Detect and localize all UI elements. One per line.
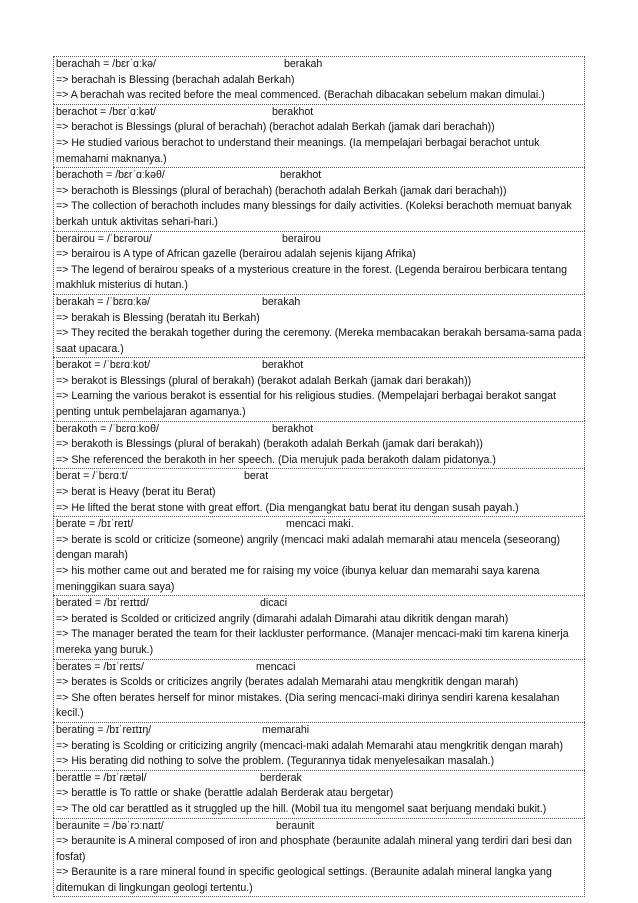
- definition-line: => berates is Scolds or criticizes angrily (berates adalah Memarahi atau mengkritik dengan marah): [56, 676, 519, 689]
- entry-berat: [53, 468, 585, 516]
- headword: berairou = /ˈbɛrərou/: [56, 232, 152, 245]
- translation: berairou: [282, 232, 321, 245]
- translation: berderak: [260, 771, 302, 784]
- headword: berate = /bɪˈreɪt/: [56, 518, 134, 531]
- definition-line: => berairou is A type of African gazelle (berairou adalah sejenis kijang Afrika): [56, 248, 416, 261]
- headword: berakoth = /ˈbɛrɑːkoθ/: [56, 422, 159, 435]
- entry-berattle: [53, 770, 585, 818]
- example-line: => The old car berattled as it struggled up the hill. (Mobil tua itu mengomel saat berjuang mendaki bukit.): [56, 802, 547, 815]
- translation: dicaci: [260, 597, 288, 610]
- translation: berat: [244, 470, 269, 483]
- example-line: => Beraunite is a rare mineral found in specific geological settings. (Beraunite adalah mineral langka yang ditemukan di lingkungan geologi tertentu.): [56, 866, 552, 894]
- definition-line: => berattle is To rattle or shake (berattle adalah Berderak atau bergetar): [56, 787, 394, 800]
- definition-line: => berated is Scolded or criticized angrily (dimarahi adalah Dimarahi atau dikritik dengan marah): [56, 612, 509, 625]
- headword: berakah = /ˈbɛrɑːkə/: [56, 295, 151, 308]
- headword: berat = /ˈbɛrɑːt/: [56, 470, 128, 483]
- example-line: => She often berates herself for minor mistakes. (Dia sering mencaci-maki dirinya sendiri karena kesalahan kecil.): [56, 691, 560, 720]
- glossary-list: [53, 56, 585, 897]
- definition-line: => berachot is Blessings (plural of berachah) (berachot adalah Berkah (jamak dari berachah)): [56, 121, 495, 134]
- entry-berate: [53, 516, 585, 595]
- definition-line: => berakah is Blessing (beratah itu Berkah): [56, 311, 260, 324]
- headword: berachoth = /bɛrˈɑːkəθ/: [56, 169, 165, 182]
- entry-berakot: [53, 357, 585, 420]
- definition-line: => berakoth is Blessings (plural of berakah) (berakoth adalah Berkah (jamak dari berakah)): [56, 438, 483, 451]
- definition-line: => berachah is Blessing (berachah adalah Berkah): [56, 73, 295, 86]
- example-line: => The legend of berairou speaks of a mysterious creature in the forest. (Legenda berairou berbicara tentang makhluk misterius di hutan.): [56, 263, 567, 292]
- definition-line: => berate is scold or criticize (someone) angrily (mencaci maki adalah memarahi atau mencela (seseorang) dengan marah): [56, 533, 561, 562]
- entry-berairou: [53, 231, 585, 294]
- example-line: => They recited the berakah together during the ceremony. (Mereka membacakan berakah bersama-sama pada saat upacara.): [56, 327, 582, 355]
- translation: berakhot: [280, 169, 322, 182]
- example-line: => Learning the various berakot is essential for his religious studies. (Mempelajari berbagai berakot sangat penting untuk pembelajaran agamanya.): [56, 390, 556, 419]
- headword: berated = /bɪˈreɪtɪd/: [56, 597, 149, 610]
- translation: berakhot: [272, 422, 314, 435]
- translation: berakhot: [272, 105, 314, 118]
- headword: berakot = /ˈbɛrɑːkot/: [56, 359, 151, 372]
- definition-line: => berating is Scolding or criticizing angrily (mencaci-maki adalah Memarahi atau mengkritik dengan marah): [56, 739, 563, 752]
- headword: beraunite = /bəˈrɔːnaɪt/: [56, 819, 164, 832]
- translation: memarahi: [262, 723, 310, 736]
- entry-berated: [53, 595, 585, 658]
- headword: berachot = /bɛrˈɑːkət/: [56, 105, 156, 118]
- definition-line: => beraunite is A mineral composed of iron and phosphate (beraunite adalah mineral yang terdiri dari besi dan fosfat): [56, 835, 572, 863]
- entry-berachah: [53, 56, 585, 104]
- example-line: => A berachah was recited before the meal commenced. (Berachah dibacakan sebelum makan dimulai.): [56, 89, 545, 102]
- example-line: => The collection of berachoth includes many blessings for daily activities. (Koleksi berachoth memuat banyak berkah untuk aktivitas sehari-hari.): [56, 200, 572, 228]
- entry-berates: [53, 659, 585, 722]
- translation: mencaci maki.: [286, 518, 354, 531]
- entry-berating: [53, 722, 585, 770]
- entry-berachoth: [53, 167, 585, 230]
- translation: berakhot: [262, 359, 304, 372]
- headword: berating = /bɪˈreɪtɪŋ/: [56, 723, 152, 736]
- definition-line: => berakot is Blessings (plural of berakah) (berakot adalah Berkah (jamak dari berakah)): [56, 374, 472, 387]
- entry-berakah: [53, 294, 585, 357]
- definition-line: => berat is Heavy (berat itu Berat): [56, 486, 216, 499]
- entry-berachot: [53, 104, 585, 167]
- translation: beraunit: [276, 819, 315, 832]
- example-line: => He studied various berachot to understand their meanings. (Ia mempelajari berbagai berachot untuk memahami maknanya.): [56, 136, 540, 165]
- headword: berates = /bɪˈreɪts/: [56, 660, 144, 673]
- example-line: => He lifted the berat stone with great effort. (Dia mengangkat batu berat itu dengan susah payah.): [56, 501, 519, 514]
- example-line: => The manager berated the team for their lackluster performance. (Manajer mencaci-maki tim karena kinerja mereka yang buruk.): [56, 628, 569, 656]
- example-line: => She referenced the berakoth in her speech. (Dia merujuk pada berakoth dalam pidatonya.): [56, 453, 496, 466]
- headword: berachah = /bɛrˈɑːkə/: [56, 58, 156, 70]
- translation: berakah: [262, 295, 301, 308]
- entry-beraunite: [53, 818, 585, 898]
- headword: berattle = /bɪˈrætəl/: [56, 771, 147, 784]
- definition-line: => berachoth is Blessings (plural of berachah) (berachoth adalah Berkah (jamak dari berachah)): [56, 184, 507, 197]
- translation: berakah: [284, 58, 323, 70]
- entry-berakoth: [53, 421, 585, 469]
- example-line: => his mother came out and berated me for raising my voice (ibunya keluar dan memarahi saya karena meninggikan suara saya): [56, 565, 540, 593]
- example-line: => His berating did nothing to solve the problem. (Tegurannya tidak menyelesaikan masalah.): [56, 755, 495, 768]
- translation: mencaci: [256, 660, 296, 673]
